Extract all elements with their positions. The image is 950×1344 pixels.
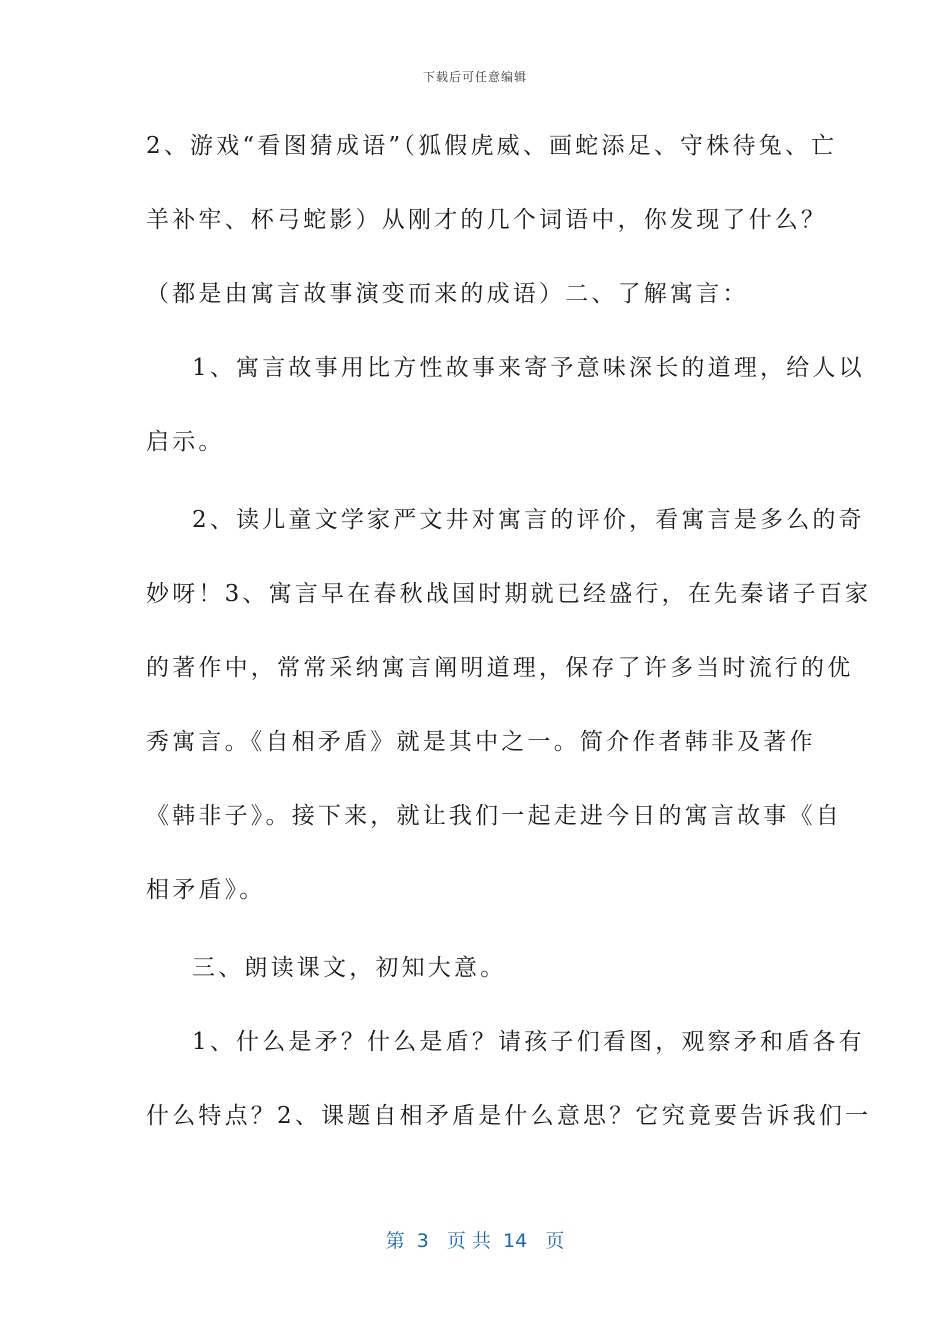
text-line-9: 秀寓言。《自相矛盾》就是其中之一。简介作者韩非及著作 [146,729,816,755]
text-line-11: 相矛盾》。 [146,877,266,903]
text-line-7: 妙呀！3、寓言早在春秋战国时期就已经盛行，在先秦诸子百家 [146,581,872,607]
text-line-5: 启示。 [146,429,225,455]
text-line-3: （都是由寓言故事演变而来的成语）二、了解寓言： [146,281,749,307]
text-line-4: 1、寓言故事用比方性故事来寄予意味深长的道理，给人以 [192,355,865,381]
text-line-10: 《韩非子》。接下来，就让我们一起走进今日的寓言故事《自 [146,803,842,829]
text-line-14: 什么特点？2、课题自相矛盾是什么意思？它究竟要告诉我们一 [146,1103,872,1129]
text-line-12: 三、朗读课文，初知大意。 [192,955,507,981]
page-header-note: 下载后可任意编辑 [422,70,527,84]
text-line-13: 1、什么是矛？什么是盾？请孩子们看图，观察矛和盾各有 [192,1029,865,1055]
text-line-8: 的著作中，常常采纳寓言阐明道理，保存了许多当时流行的优 [146,655,854,681]
text-line-2: 羊补牢、杯弓蛇影）从刚才的几个词语中，你发现了什么？ [146,207,828,233]
page-number-footer: 第 3 页 共 14 页 [385,1230,565,1252]
text-line-1: 2、游戏“看图猜成语”（狐假虎威、画蛇添足、守株待兔、亡 [146,133,838,159]
text-line-6: 2、读儿童文学家严文井对寓言的评价，看寓言是多么的奇 [192,507,865,533]
